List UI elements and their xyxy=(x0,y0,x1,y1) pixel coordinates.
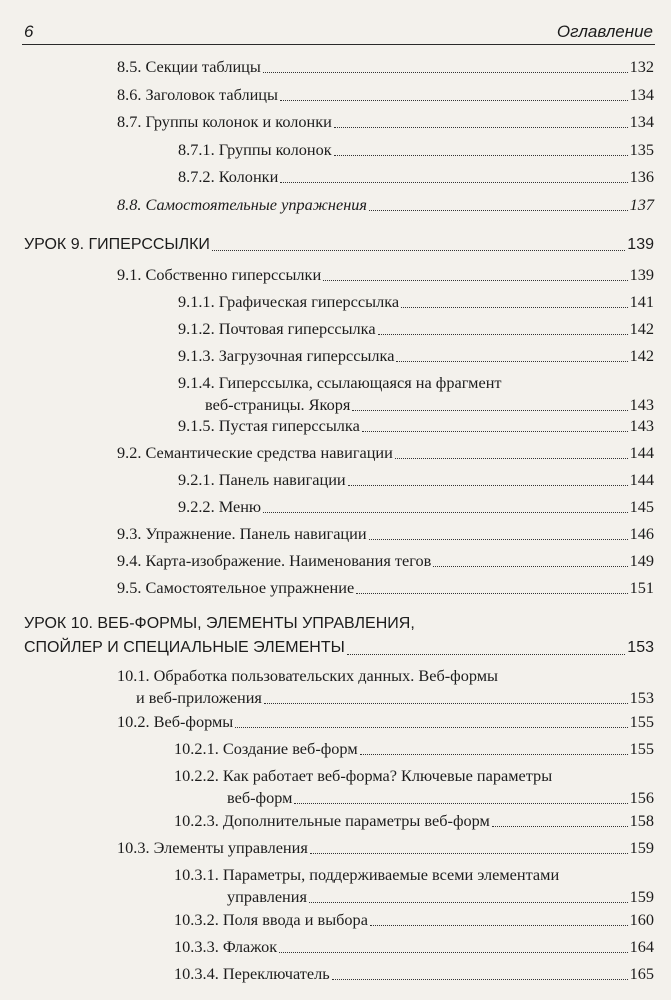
dot-leader xyxy=(356,592,627,594)
toc-entry-title: веб-форм xyxy=(227,788,293,807)
toc-entry-page: 153 xyxy=(627,639,654,656)
toc-entry xyxy=(117,194,654,216)
toc-entry-page: 135 xyxy=(629,140,654,159)
toc-entry xyxy=(178,469,654,491)
toc-entry-title: 9.1. Собственно гиперссылки xyxy=(117,265,322,284)
toc-entry-page: 132 xyxy=(629,57,654,76)
dot-leader xyxy=(370,924,628,926)
toc-entry-title-line1: УРОК 10. ВЕБ-ФОРМЫ, ЭЛЕМЕНТЫ УПРАВЛЕНИЯ, xyxy=(24,615,415,632)
toc-entry-title: СПОЙЛЕР И СПЕЦИАЛЬНЫЕ ЭЛЕМЕНТЫ xyxy=(24,639,345,656)
toc-entry-page: 144 xyxy=(629,443,654,462)
toc-entry xyxy=(178,496,654,518)
toc-entry-page: 136 xyxy=(629,167,654,186)
toc-entry-title: 9.2.2. Меню xyxy=(178,497,262,516)
dot-leader xyxy=(280,181,627,183)
toc-entry-title: 9.2.1. Панель навигации xyxy=(178,470,346,489)
toc-entry-title: 10.3.4. Переключатель xyxy=(174,964,330,983)
toc-entry-page: 134 xyxy=(629,112,654,131)
toc-entry-title: 8.6. Заголовок таблицы xyxy=(117,85,278,104)
toc-entry xyxy=(178,291,654,313)
dot-leader xyxy=(332,978,628,980)
toc-entry xyxy=(117,550,654,572)
toc-entry-page: 143 xyxy=(629,416,654,435)
toc-entry-page: 153 xyxy=(629,688,654,707)
toc-entry-title: 9.1.2. Почтовая гиперссылка xyxy=(178,319,376,338)
toc-entry-title: 10.3.2. Поля ввода и выбора xyxy=(174,910,368,929)
toc-entry-page: 141 xyxy=(629,292,654,311)
toc-entry-title: УРОК 9. ГИПЕРССЫЛКИ xyxy=(24,236,210,253)
toc-entry-page: 149 xyxy=(629,551,654,570)
toc-entry xyxy=(174,963,654,985)
toc-entry-title: 9.5. Самостоятельное упражнение xyxy=(117,578,355,597)
toc-entry-page: 143 xyxy=(629,395,654,414)
toc-entry xyxy=(117,111,654,133)
toc-entry-page: 151 xyxy=(629,578,654,597)
toc-entry-title-line1: 10.2.2. Как работает веб-форма? Ключевые параметры xyxy=(174,766,553,785)
dot-leader xyxy=(263,71,628,73)
dot-leader xyxy=(378,333,628,335)
dot-leader xyxy=(334,126,628,128)
toc-entry xyxy=(174,738,654,760)
dot-leader xyxy=(279,951,627,953)
toc-entry-title: 8.8. Самостоятельные упражнения xyxy=(117,195,367,214)
toc-entry-title: 10.2. Веб-формы xyxy=(117,712,234,731)
toc-entry xyxy=(117,56,654,78)
toc-entry-title: 8.7. Группы колонок и колонки xyxy=(117,112,332,131)
toc-entry-title: 10.2.1. Создание веб-форм xyxy=(174,739,358,758)
toc-entry-page: 164 xyxy=(629,937,654,956)
toc-entry-title: веб-страницы. Якоря xyxy=(205,395,351,414)
toc-entry xyxy=(174,909,654,931)
dot-leader xyxy=(310,852,628,854)
toc-entry xyxy=(117,442,654,464)
toc-entry-page: 144 xyxy=(629,470,654,489)
toc-entry-title: 10.2.3. Дополнительные параметры веб-форм xyxy=(174,811,490,830)
dot-leader xyxy=(212,249,625,251)
dot-leader xyxy=(396,360,627,362)
toc-entry xyxy=(117,665,654,709)
dot-leader xyxy=(401,306,627,308)
toc-entry-title: управления xyxy=(227,887,307,906)
toc-entry-title-line1: 10.1. Обработка пользовательских данных. Веб-формы xyxy=(117,666,498,685)
toc-entry-title: 10.3. Элементы управления xyxy=(117,838,308,857)
dot-leader xyxy=(360,753,628,755)
toc-entry-title: 8.7.2. Колонки xyxy=(178,167,279,186)
dot-leader xyxy=(347,653,626,655)
running-title: Оглавление xyxy=(556,22,653,41)
toc-entry-title: 9.1.1. Графическая гиперссылка xyxy=(178,292,400,311)
toc-entry xyxy=(174,765,654,809)
dot-leader xyxy=(369,209,628,211)
toc-entry-page: 146 xyxy=(629,524,654,543)
toc-entry-title-line1: 10.3.1. Параметры, поддерживаемые всеми элементами xyxy=(174,865,560,884)
dot-leader xyxy=(352,409,627,411)
dot-leader xyxy=(369,538,628,540)
dot-leader xyxy=(334,154,628,156)
dot-leader xyxy=(362,430,628,432)
dot-leader xyxy=(309,901,628,903)
toc-entry-title: 8.5. Секции таблицы xyxy=(117,57,261,76)
toc-entry-page: 159 xyxy=(629,838,654,857)
toc-entry-page: 156 xyxy=(629,788,654,807)
toc-entry xyxy=(117,264,654,286)
toc-entry-page: 155 xyxy=(629,712,654,731)
toc-entry xyxy=(117,84,654,106)
toc-entry-page: 139 xyxy=(629,265,654,284)
toc-entry-page: 165 xyxy=(629,964,654,983)
toc-entry-page: 160 xyxy=(629,910,654,929)
toc-entry-title-line1: 9.1.4. Гиперссылка, ссылающаяся на фрагмент xyxy=(178,373,502,392)
toc-entry-page: 158 xyxy=(629,811,654,830)
dot-leader xyxy=(323,279,627,281)
toc-entry-page: 142 xyxy=(629,319,654,338)
toc-entry xyxy=(117,711,654,733)
toc-entry-title: 9.4. Карта-изображение. Наименования тегов xyxy=(117,551,432,570)
dot-leader xyxy=(492,825,628,827)
toc-entry xyxy=(178,345,654,367)
dot-leader xyxy=(395,457,628,459)
toc-entry xyxy=(117,577,654,599)
toc-entry-title: 8.7.1. Группы колонок xyxy=(178,140,332,159)
toc-entry xyxy=(174,864,654,908)
toc-entry xyxy=(178,415,654,437)
toc-entry xyxy=(178,139,654,161)
toc-lesson xyxy=(24,234,654,256)
toc-entry-page: 155 xyxy=(629,739,654,758)
toc-entry xyxy=(178,372,654,416)
toc-lesson xyxy=(24,612,654,660)
dot-leader xyxy=(294,802,627,804)
toc-entry-title: 9.3. Упражнение. Панель навигации xyxy=(117,524,367,543)
toc-entry-title: 10.3.3. Флажок xyxy=(174,937,278,956)
toc-entry-page: 142 xyxy=(629,346,654,365)
toc-entry-title: 9.2. Семантические средства навигации xyxy=(117,443,393,462)
toc-entry xyxy=(178,166,654,188)
dot-leader xyxy=(280,99,628,101)
toc-entry-page: 137 xyxy=(629,195,654,214)
toc-entry xyxy=(174,810,654,832)
toc-entry xyxy=(178,318,654,340)
toc-entry-title: и веб-приложения xyxy=(136,688,262,707)
dot-leader xyxy=(348,484,628,486)
toc-entry-page: 139 xyxy=(627,236,654,253)
page-number: 6 xyxy=(24,22,34,41)
dot-leader xyxy=(433,565,627,567)
toc-entry xyxy=(117,523,654,545)
dot-leader xyxy=(264,702,628,704)
toc-entry-page: 145 xyxy=(629,497,654,516)
toc-entry-title: 9.1.5. Пустая гиперссылка xyxy=(178,416,360,435)
toc-entry xyxy=(174,936,654,958)
toc-entry-page: 134 xyxy=(629,85,654,104)
toc-entry xyxy=(117,837,654,859)
dot-leader xyxy=(235,726,627,728)
toc-entry-page: 159 xyxy=(629,887,654,906)
dot-leader xyxy=(263,511,628,513)
toc-entry-title: 9.1.3. Загрузочная гиперссылка xyxy=(178,346,395,365)
